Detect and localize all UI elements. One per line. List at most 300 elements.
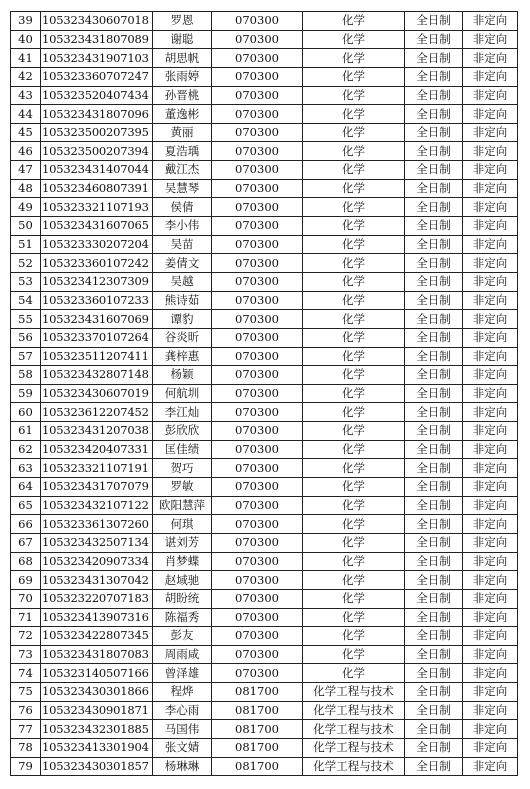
student-name-cell: 何琪 xyxy=(153,515,212,534)
study-mode-cell: 全日制 xyxy=(405,608,463,627)
placement-type-cell: 非定向 xyxy=(463,757,518,776)
placement-type-cell: 非定向 xyxy=(463,403,518,422)
row-number-cell: 76 xyxy=(11,701,41,720)
study-mode-cell: 全日制 xyxy=(405,533,463,552)
student-name-cell: 贺巧 xyxy=(153,459,212,478)
table-row xyxy=(11,384,518,403)
student-name-cell: 戴江杰 xyxy=(153,161,212,180)
placement-type-cell: 非定向 xyxy=(463,254,518,273)
major-code-cell: 070300 xyxy=(212,645,303,664)
table-row xyxy=(11,515,518,534)
major-name-cell: 化学 xyxy=(303,254,405,273)
table-row xyxy=(11,347,518,366)
placement-type-cell: 非定向 xyxy=(463,459,518,478)
exam-id-cell: 105323431807089 xyxy=(41,30,153,49)
table-row xyxy=(11,440,518,459)
exam-id-cell: 105323431707079 xyxy=(41,478,153,497)
major-name-cell: 化学 xyxy=(303,235,405,254)
study-mode-cell: 全日制 xyxy=(405,179,463,198)
row-number-cell: 52 xyxy=(11,254,41,273)
row-number-cell: 66 xyxy=(11,515,41,534)
major-name-cell: 化学 xyxy=(303,161,405,180)
study-mode-cell: 全日制 xyxy=(405,86,463,105)
exam-id-cell: 105323460807391 xyxy=(41,179,153,198)
study-mode-cell: 全日制 xyxy=(405,272,463,291)
study-mode-cell: 全日制 xyxy=(405,30,463,49)
student-name-cell: 何航圳 xyxy=(153,384,212,403)
student-name-cell: 李心雨 xyxy=(153,701,212,720)
exam-id-cell: 105323360107233 xyxy=(41,291,153,310)
study-mode-cell: 全日制 xyxy=(405,347,463,366)
placement-type-cell: 非定向 xyxy=(463,664,518,683)
major-code-cell: 070300 xyxy=(212,533,303,552)
row-number-cell: 68 xyxy=(11,552,41,571)
student-name-cell: 谭豹 xyxy=(153,310,212,329)
table-row xyxy=(11,533,518,552)
study-mode-cell: 全日制 xyxy=(405,105,463,124)
exam-id-cell: 105323432807148 xyxy=(41,366,153,385)
exam-id-cell: 105323413907316 xyxy=(41,608,153,627)
study-mode-cell: 全日制 xyxy=(405,123,463,142)
major-code-cell: 070300 xyxy=(212,198,303,217)
major-code-cell: 070300 xyxy=(212,552,303,571)
major-name-cell: 化学工程与技术 xyxy=(303,738,405,757)
study-mode-cell: 全日制 xyxy=(405,664,463,683)
exam-id-cell: 105323430301857 xyxy=(41,757,153,776)
major-code-cell: 081700 xyxy=(212,738,303,757)
placement-type-cell: 非定向 xyxy=(463,478,518,497)
study-mode-cell: 全日制 xyxy=(405,67,463,86)
study-mode-cell: 全日制 xyxy=(405,552,463,571)
major-code-cell: 070300 xyxy=(212,328,303,347)
student-name-cell: 夏浩瑀 xyxy=(153,142,212,161)
exam-id-cell: 105323500207394 xyxy=(41,142,153,161)
table-row xyxy=(11,366,518,385)
table-row xyxy=(11,720,518,739)
student-name-cell: 熊诗茹 xyxy=(153,291,212,310)
major-code-cell: 070300 xyxy=(212,310,303,329)
major-name-cell: 化学 xyxy=(303,627,405,646)
row-number-cell: 41 xyxy=(11,49,41,68)
major-code-cell: 070300 xyxy=(212,217,303,236)
placement-type-cell: 非定向 xyxy=(463,738,518,757)
placement-type-cell: 非定向 xyxy=(463,328,518,347)
major-code-cell: 070300 xyxy=(212,67,303,86)
placement-type-cell: 非定向 xyxy=(463,515,518,534)
major-name-cell: 化学 xyxy=(303,645,405,664)
row-number-cell: 74 xyxy=(11,664,41,683)
table-row xyxy=(11,235,518,254)
student-name-cell: 黄丽 xyxy=(153,123,212,142)
student-name-cell: 谷炎昕 xyxy=(153,328,212,347)
major-code-cell: 070300 xyxy=(212,664,303,683)
table-row xyxy=(11,738,518,757)
student-name-cell: 赵域驰 xyxy=(153,571,212,590)
student-name-cell: 罗敏 xyxy=(153,478,212,497)
study-mode-cell: 全日制 xyxy=(405,366,463,385)
row-number-cell: 42 xyxy=(11,67,41,86)
major-name-cell: 化学 xyxy=(303,608,405,627)
study-mode-cell: 全日制 xyxy=(405,198,463,217)
admission-list-table xyxy=(10,11,518,776)
exam-id-cell: 105323430607019 xyxy=(41,384,153,403)
student-name-cell: 周雨咸 xyxy=(153,645,212,664)
placement-type-cell: 非定向 xyxy=(463,310,518,329)
row-number-cell: 64 xyxy=(11,478,41,497)
table-row xyxy=(11,645,518,664)
study-mode-cell: 全日制 xyxy=(405,403,463,422)
major-code-cell: 070300 xyxy=(212,422,303,441)
placement-type-cell: 非定向 xyxy=(463,179,518,198)
row-number-cell: 73 xyxy=(11,645,41,664)
exam-id-cell: 105323430301866 xyxy=(41,683,153,702)
student-name-cell: 董逸彬 xyxy=(153,105,212,124)
student-name-cell: 胡盼统 xyxy=(153,589,212,608)
student-name-cell: 张文婧 xyxy=(153,738,212,757)
row-number-cell: 39 xyxy=(11,12,41,31)
major-code-cell: 070300 xyxy=(212,627,303,646)
placement-type-cell: 非定向 xyxy=(463,272,518,291)
student-name-cell: 李小伟 xyxy=(153,217,212,236)
row-number-cell: 40 xyxy=(11,30,41,49)
row-number-cell: 47 xyxy=(11,161,41,180)
table-row xyxy=(11,161,518,180)
student-name-cell: 胡思帆 xyxy=(153,49,212,68)
placement-type-cell: 非定向 xyxy=(463,123,518,142)
placement-type-cell: 非定向 xyxy=(463,422,518,441)
table-row xyxy=(11,552,518,571)
major-code-cell: 070300 xyxy=(212,105,303,124)
row-number-cell: 59 xyxy=(11,384,41,403)
placement-type-cell: 非定向 xyxy=(463,161,518,180)
major-code-cell: 070300 xyxy=(212,403,303,422)
exam-id-cell: 105323431907103 xyxy=(41,49,153,68)
student-name-cell: 孙晋桃 xyxy=(153,86,212,105)
major-code-cell: 070300 xyxy=(212,161,303,180)
major-name-cell: 化学 xyxy=(303,49,405,68)
row-number-cell: 72 xyxy=(11,627,41,646)
major-code-cell: 070300 xyxy=(212,366,303,385)
exam-id-cell: 105323360707247 xyxy=(41,67,153,86)
study-mode-cell: 全日制 xyxy=(405,291,463,310)
row-number-cell: 67 xyxy=(11,533,41,552)
exam-id-cell: 105323430607018 xyxy=(41,12,153,31)
row-number-cell: 79 xyxy=(11,757,41,776)
study-mode-cell: 全日制 xyxy=(405,757,463,776)
student-name-cell: 谢聪 xyxy=(153,30,212,49)
placement-type-cell: 非定向 xyxy=(463,645,518,664)
study-mode-cell: 全日制 xyxy=(405,720,463,739)
major-name-cell: 化学 xyxy=(303,589,405,608)
major-code-cell: 081700 xyxy=(212,701,303,720)
student-name-cell: 马国伟 xyxy=(153,720,212,739)
major-code-cell: 070300 xyxy=(212,459,303,478)
exam-id-cell: 105323432507134 xyxy=(41,533,153,552)
major-code-cell: 070300 xyxy=(212,384,303,403)
major-code-cell: 070300 xyxy=(212,608,303,627)
exam-id-cell: 105323412307309 xyxy=(41,272,153,291)
study-mode-cell: 全日制 xyxy=(405,12,463,31)
major-name-cell: 化学 xyxy=(303,459,405,478)
major-name-cell: 化学 xyxy=(303,217,405,236)
major-name-cell: 化学 xyxy=(303,272,405,291)
placement-type-cell: 非定向 xyxy=(463,198,518,217)
table-row xyxy=(11,12,518,31)
major-code-cell: 070300 xyxy=(212,254,303,273)
placement-type-cell: 非定向 xyxy=(463,496,518,515)
exam-id-cell: 105323432107122 xyxy=(41,496,153,515)
major-name-cell: 化学 xyxy=(303,105,405,124)
row-number-cell: 45 xyxy=(11,123,41,142)
study-mode-cell: 全日制 xyxy=(405,459,463,478)
row-number-cell: 62 xyxy=(11,440,41,459)
exam-id-cell: 105323431207038 xyxy=(41,422,153,441)
major-name-cell: 化学 xyxy=(303,515,405,534)
major-code-cell: 070300 xyxy=(212,86,303,105)
table-row xyxy=(11,105,518,124)
row-number-cell: 56 xyxy=(11,328,41,347)
table-row xyxy=(11,217,518,236)
major-code-cell: 070300 xyxy=(212,496,303,515)
major-code-cell: 070300 xyxy=(212,30,303,49)
placement-type-cell: 非定向 xyxy=(463,235,518,254)
student-name-cell: 李江灿 xyxy=(153,403,212,422)
table-row xyxy=(11,291,518,310)
table-row xyxy=(11,683,518,702)
major-code-cell: 081700 xyxy=(212,757,303,776)
placement-type-cell: 非定向 xyxy=(463,440,518,459)
major-name-cell: 化学 xyxy=(303,67,405,86)
study-mode-cell: 全日制 xyxy=(405,571,463,590)
major-code-cell: 070300 xyxy=(212,515,303,534)
major-name-cell: 化学 xyxy=(303,422,405,441)
study-mode-cell: 全日制 xyxy=(405,235,463,254)
student-name-cell: 谌刘芳 xyxy=(153,533,212,552)
placement-type-cell: 非定向 xyxy=(463,366,518,385)
exam-id-cell: 105323431407044 xyxy=(41,161,153,180)
placement-type-cell: 非定向 xyxy=(463,347,518,366)
row-number-cell: 58 xyxy=(11,366,41,385)
exam-id-cell: 105323431607065 xyxy=(41,217,153,236)
student-name-cell: 匡佳绩 xyxy=(153,440,212,459)
study-mode-cell: 全日制 xyxy=(405,328,463,347)
exam-id-cell: 105323431607069 xyxy=(41,310,153,329)
exam-id-cell: 105323431307042 xyxy=(41,571,153,590)
row-number-cell: 65 xyxy=(11,496,41,515)
study-mode-cell: 全日制 xyxy=(405,589,463,608)
student-name-cell: 吴苗 xyxy=(153,235,212,254)
major-name-cell: 化学 xyxy=(303,384,405,403)
table-row xyxy=(11,328,518,347)
major-name-cell: 化学 xyxy=(303,347,405,366)
study-mode-cell: 全日制 xyxy=(405,161,463,180)
placement-type-cell: 非定向 xyxy=(463,67,518,86)
table-row xyxy=(11,30,518,49)
study-mode-cell: 全日制 xyxy=(405,254,463,273)
study-mode-cell: 全日制 xyxy=(405,142,463,161)
table-row xyxy=(11,142,518,161)
table-row xyxy=(11,310,518,329)
placement-type-cell: 非定向 xyxy=(463,552,518,571)
study-mode-cell: 全日制 xyxy=(405,645,463,664)
table-row xyxy=(11,179,518,198)
row-number-cell: 63 xyxy=(11,459,41,478)
exam-id-cell: 105323420907334 xyxy=(41,552,153,571)
major-name-cell: 化学 xyxy=(303,403,405,422)
placement-type-cell: 非定向 xyxy=(463,142,518,161)
major-name-cell: 化学 xyxy=(303,478,405,497)
table-row xyxy=(11,123,518,142)
row-number-cell: 46 xyxy=(11,142,41,161)
row-number-cell: 54 xyxy=(11,291,41,310)
major-code-cell: 070300 xyxy=(212,478,303,497)
major-code-cell: 070300 xyxy=(212,12,303,31)
row-number-cell: 69 xyxy=(11,571,41,590)
major-name-cell: 化学 xyxy=(303,179,405,198)
placement-type-cell: 非定向 xyxy=(463,291,518,310)
exam-id-cell: 105323432301885 xyxy=(41,720,153,739)
major-code-cell: 070300 xyxy=(212,49,303,68)
student-name-cell: 彭友 xyxy=(153,627,212,646)
study-mode-cell: 全日制 xyxy=(405,384,463,403)
placement-type-cell: 非定向 xyxy=(463,105,518,124)
table-row xyxy=(11,198,518,217)
major-code-cell: 070300 xyxy=(212,440,303,459)
study-mode-cell: 全日制 xyxy=(405,701,463,720)
major-name-cell: 化学 xyxy=(303,496,405,515)
major-name-cell: 化学 xyxy=(303,366,405,385)
major-name-cell: 化学工程与技术 xyxy=(303,701,405,720)
placement-type-cell: 非定向 xyxy=(463,589,518,608)
table-row xyxy=(11,86,518,105)
row-number-cell: 44 xyxy=(11,105,41,124)
exam-id-cell: 105323220707183 xyxy=(41,589,153,608)
study-mode-cell: 全日制 xyxy=(405,738,463,757)
study-mode-cell: 全日制 xyxy=(405,217,463,236)
major-name-cell: 化学 xyxy=(303,664,405,683)
major-name-cell: 化学 xyxy=(303,123,405,142)
student-name-cell: 彭欣欣 xyxy=(153,422,212,441)
table-row xyxy=(11,49,518,68)
student-name-cell: 龚梓惠 xyxy=(153,347,212,366)
major-code-cell: 070300 xyxy=(212,123,303,142)
exam-id-cell: 105323321107191 xyxy=(41,459,153,478)
student-name-cell: 张雨婷 xyxy=(153,67,212,86)
major-code-cell: 070300 xyxy=(212,589,303,608)
row-number-cell: 78 xyxy=(11,738,41,757)
study-mode-cell: 全日制 xyxy=(405,422,463,441)
major-name-cell: 化学 xyxy=(303,30,405,49)
major-name-cell: 化学 xyxy=(303,328,405,347)
exam-id-cell: 105323413301904 xyxy=(41,738,153,757)
exam-id-cell: 105323360107242 xyxy=(41,254,153,273)
table-row xyxy=(11,664,518,683)
major-name-cell: 化学 xyxy=(303,440,405,459)
row-number-cell: 50 xyxy=(11,217,41,236)
table-row xyxy=(11,627,518,646)
study-mode-cell: 全日制 xyxy=(405,496,463,515)
table-row xyxy=(11,571,518,590)
major-name-cell: 化学 xyxy=(303,86,405,105)
major-code-cell: 070300 xyxy=(212,291,303,310)
placement-type-cell: 非定向 xyxy=(463,701,518,720)
placement-type-cell: 非定向 xyxy=(463,86,518,105)
table-row xyxy=(11,701,518,720)
major-code-cell: 070300 xyxy=(212,571,303,590)
student-name-cell: 陈福秀 xyxy=(153,608,212,627)
exam-id-cell: 105323431807096 xyxy=(41,105,153,124)
row-number-cell: 77 xyxy=(11,720,41,739)
student-name-cell: 曾泽雄 xyxy=(153,664,212,683)
major-name-cell: 化学工程与技术 xyxy=(303,720,405,739)
placement-type-cell: 非定向 xyxy=(463,608,518,627)
placement-type-cell: 非定向 xyxy=(463,533,518,552)
row-number-cell: 71 xyxy=(11,608,41,627)
table-row xyxy=(11,459,518,478)
row-number-cell: 61 xyxy=(11,422,41,441)
student-name-cell: 杨颖 xyxy=(153,366,212,385)
study-mode-cell: 全日制 xyxy=(405,683,463,702)
placement-type-cell: 非定向 xyxy=(463,384,518,403)
major-code-cell: 070300 xyxy=(212,179,303,198)
placement-type-cell: 非定向 xyxy=(463,720,518,739)
placement-type-cell: 非定向 xyxy=(463,627,518,646)
placement-type-cell: 非定向 xyxy=(463,217,518,236)
row-number-cell: 57 xyxy=(11,347,41,366)
student-name-cell: 姜倩文 xyxy=(153,254,212,273)
placement-type-cell: 非定向 xyxy=(463,30,518,49)
major-name-cell: 化学 xyxy=(303,552,405,571)
exam-id-cell: 105323370107264 xyxy=(41,328,153,347)
student-name-cell: 程烨 xyxy=(153,683,212,702)
major-name-cell: 化学工程与技术 xyxy=(303,683,405,702)
major-code-cell: 070300 xyxy=(212,272,303,291)
study-mode-cell: 全日制 xyxy=(405,515,463,534)
student-name-cell: 吴越 xyxy=(153,272,212,291)
major-name-cell: 化学 xyxy=(303,198,405,217)
exam-id-cell: 105323612207452 xyxy=(41,403,153,422)
table-row xyxy=(11,403,518,422)
student-name-cell: 欧阳慧萍 xyxy=(153,496,212,515)
row-number-cell: 49 xyxy=(11,198,41,217)
major-name-cell: 化学 xyxy=(303,142,405,161)
placement-type-cell: 非定向 xyxy=(463,49,518,68)
table-row xyxy=(11,254,518,273)
major-name-cell: 化学 xyxy=(303,291,405,310)
exam-id-cell: 105323422807345 xyxy=(41,627,153,646)
table-row xyxy=(11,272,518,291)
exam-id-cell: 105323431807083 xyxy=(41,645,153,664)
major-name-cell: 化学 xyxy=(303,310,405,329)
row-number-cell: 60 xyxy=(11,403,41,422)
exam-id-cell: 105323430901871 xyxy=(41,701,153,720)
table-row xyxy=(11,67,518,86)
student-name-cell: 肖梦蝶 xyxy=(153,552,212,571)
major-code-cell: 081700 xyxy=(212,683,303,702)
table-row xyxy=(11,608,518,627)
major-code-cell: 070300 xyxy=(212,347,303,366)
exam-id-cell: 105323500207395 xyxy=(41,123,153,142)
major-name-cell: 化学 xyxy=(303,571,405,590)
student-name-cell: 吴慧琴 xyxy=(153,179,212,198)
table-row xyxy=(11,478,518,497)
placement-type-cell: 非定向 xyxy=(463,12,518,31)
study-mode-cell: 全日制 xyxy=(405,478,463,497)
row-number-cell: 48 xyxy=(11,179,41,198)
exam-id-cell: 105323140507166 xyxy=(41,664,153,683)
study-mode-cell: 全日制 xyxy=(405,49,463,68)
exam-id-cell: 105323420407331 xyxy=(41,440,153,459)
